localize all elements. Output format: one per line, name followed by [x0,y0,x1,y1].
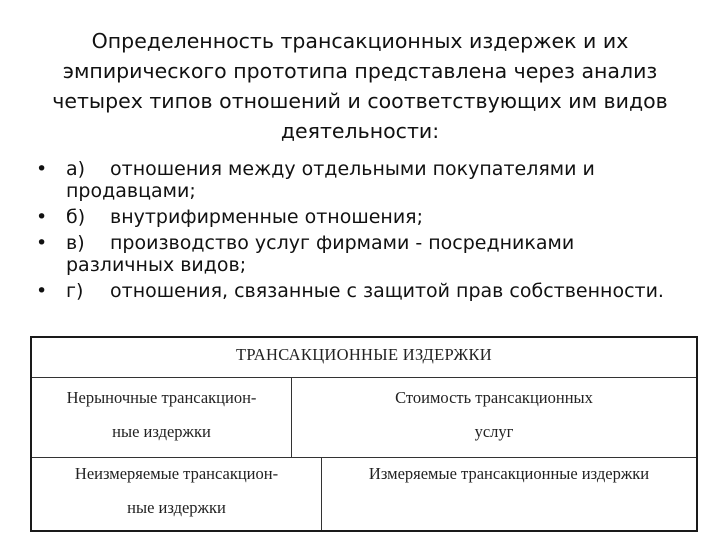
bullet-dot-icon: • [36,158,48,180]
cell-line: ные издержки [112,422,211,441]
table-cell-nonmarket-costs [32,378,292,458]
bullet-dot-icon: • [36,232,48,254]
bullet-text: отношения, связанные с защитой прав собственности. [110,280,664,302]
heading-line: Определенность трансакционных издержек и их [91,29,629,53]
transaction-costs-table [30,336,698,532]
table-title: ТРАНСАКЦИОННЫЕ ИЗДЕРЖКИ [32,338,696,378]
cell-line: услуг [474,422,514,441]
cell-line: Нерыночные трансакцион- [66,388,257,407]
cell-line: Неизмеряемые трансакцион- [74,464,279,483]
bullet-marker: б) [66,206,86,228]
bullet-marker: а) [66,158,86,180]
table-cell-unmeasurable-costs [32,458,322,530]
cell-line: Измеряемые трансакционные издержки [368,464,650,483]
table-cell-service-cost [292,378,696,458]
bullet-item [36,206,706,228]
table-cell-measurable-costs [322,458,696,530]
bullet-item [36,280,706,302]
bullet-text: различных видов; [66,254,247,276]
bullet-marker: в) [66,232,85,254]
heading-line: эмпирического прототипа представлена через анализ [62,59,658,83]
heading-line: четырех типов отношений и соответствующих им видов [52,89,668,113]
slide-heading [20,26,700,146]
bullet-text: отношения между отдельными покупателями и [110,158,595,180]
heading-line: деятельности: [280,119,440,143]
bullet-dot-icon: • [36,206,48,228]
bullet-marker: г) [66,280,84,302]
cell-line: Стоимость трансакционных [395,388,593,407]
bullet-text: продавцами; [66,180,196,202]
bullet-item [36,232,706,276]
bullet-item [36,158,706,202]
bullet-text: внутрифирменные отношения; [110,206,424,228]
cell-line: ные издержки [127,498,226,517]
bullet-list [36,158,706,306]
bullet-dot-icon: • [36,280,48,302]
bullet-text: производство услуг фирмами - посредниками [110,232,575,254]
